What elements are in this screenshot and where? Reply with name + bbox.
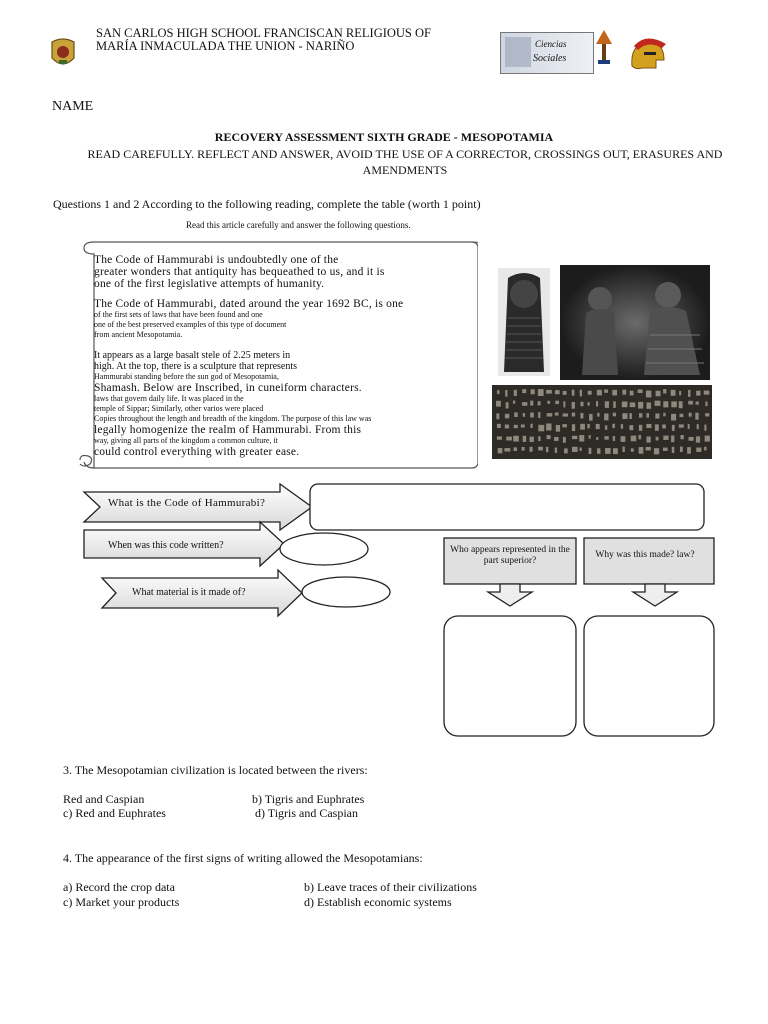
- down-arrow-right: [633, 584, 677, 606]
- reading-line: Copies throughout the length and breadth of the kingdom. The purpose of this law was: [94, 414, 372, 423]
- hammurabi-stele-photo: [498, 268, 550, 376]
- question-3-option-c: c) Red and Euphrates: [63, 806, 166, 820]
- reading-line: Hammurabi standing before the sun god of Mesopotamia,: [94, 372, 279, 381]
- reading-line: Shamash. Below are Inscribed, in cuneiform characters.: [94, 382, 362, 394]
- cuneiform-inscription-photo: [492, 385, 712, 459]
- arrow-label-when-written: When was this code written?: [108, 540, 224, 551]
- answer-box-why-made: [584, 616, 714, 736]
- down-arrow-left: [488, 584, 532, 606]
- question-3-prompt: 3. The Mesopotamian civilization is located between the rivers:: [63, 763, 368, 777]
- reading-line: of the first sets of laws that have been found and one: [94, 310, 263, 319]
- question-3-option-d: d) Tigris and Caspian: [255, 806, 359, 820]
- reading-line: It appears as a large basalt stele of 2.25 meters in: [94, 350, 291, 361]
- reading-line: one of the first legislative attempts of humanity.: [94, 278, 325, 290]
- reading-line: The Code of Hammurabi is undoubtedly one of the: [94, 254, 339, 266]
- reading-line: way, giving all parts of the kingdom a common culture, it: [94, 436, 278, 445]
- reading-line: from ancient Mesopotamia.: [94, 330, 183, 339]
- question-who-appears: Who appears represented in the part superior?: [450, 545, 570, 566]
- question-4-option-a: a) Record the crop data: [63, 880, 175, 894]
- question-3-option-b: b) Tigris and Euphrates: [252, 792, 365, 806]
- questions-1-2-prompt: Questions 1 and 2 According to the following reading, complete the table (worth 1 point): [53, 197, 481, 211]
- question-4-option-d: d) Establish economic systems: [304, 895, 452, 909]
- answer-box-what-is-code: [310, 484, 704, 530]
- question-box-why-made: [584, 538, 714, 584]
- question-4-option-c: c) Market your products: [63, 895, 180, 909]
- reading-intro: Read this article carefully and answer the following questions.: [186, 220, 411, 230]
- stele-relief-photo: [560, 265, 710, 380]
- reading-line: high. At the top, there is a sculpture that represents: [94, 361, 298, 372]
- name-label: NAME: [52, 99, 94, 114]
- arrow-label-what-material: What material is it made of?: [132, 587, 246, 598]
- question-4-prompt: 4. The appearance of the first signs of writing allowed the Mesopotamians:: [63, 851, 423, 865]
- school-name: [96, 27, 456, 53]
- ciencias-sociales-logo: Ciencias Sociales: [500, 32, 594, 74]
- school-name-line1: SAN CARLOS HIGH SCHOOL FRANCISCAN RELIGIOUS OF: [96, 26, 431, 40]
- reading-text: [94, 254, 469, 458]
- answer-oval-when-written: [280, 533, 368, 565]
- reading-line: laws that govern daily life. It was placed in the: [94, 394, 244, 403]
- question-why-made: Why was this made? law?: [595, 550, 695, 560]
- school-seal-icon: [50, 38, 76, 70]
- lamp-icon: [594, 30, 614, 66]
- school-name-line2: MARÍA INMACULADA THE UNION - NARIÑO: [96, 39, 355, 53]
- reading-line: greater wonders that antiquity has bequeathed to us, and it is: [94, 266, 385, 278]
- reading-line: The Code of Hammurabi, dated around the year 1692 BC, is one: [94, 298, 404, 310]
- instructions: READ CAREFULLY. REFLECT AND ANSWER, AVOID THE USE OF A CORRECTOR, CROSSINGS OUT, ERASURES AND AMENDMENTS: [87, 147, 723, 177]
- question-4-option-b: b) Leave traces of their civilizations: [304, 880, 477, 894]
- spartan-helmet-icon: [626, 36, 670, 72]
- arrow-label-what-is-code: What is the Code of Hammurabi?: [108, 497, 266, 509]
- question-3-option-a: Red and Caspian: [63, 792, 145, 806]
- reading-line: could control everything with greater ease.: [94, 446, 300, 458]
- reading-line: legally homogenize the realm of Hammurabi. From this: [94, 424, 362, 436]
- reading-line: temple of Sippar; Similarly, other varios were placed: [94, 404, 264, 413]
- answer-oval-what-material: [302, 577, 390, 607]
- concept-diagram: [80, 482, 720, 742]
- answer-box-who-appears: [444, 616, 576, 736]
- page-title: RECOVERY ASSESSMENT SIXTH GRADE - MESOPOTAMIA: [214, 130, 554, 144]
- reading-line: one of the best preserved examples of this type of document: [94, 320, 287, 329]
